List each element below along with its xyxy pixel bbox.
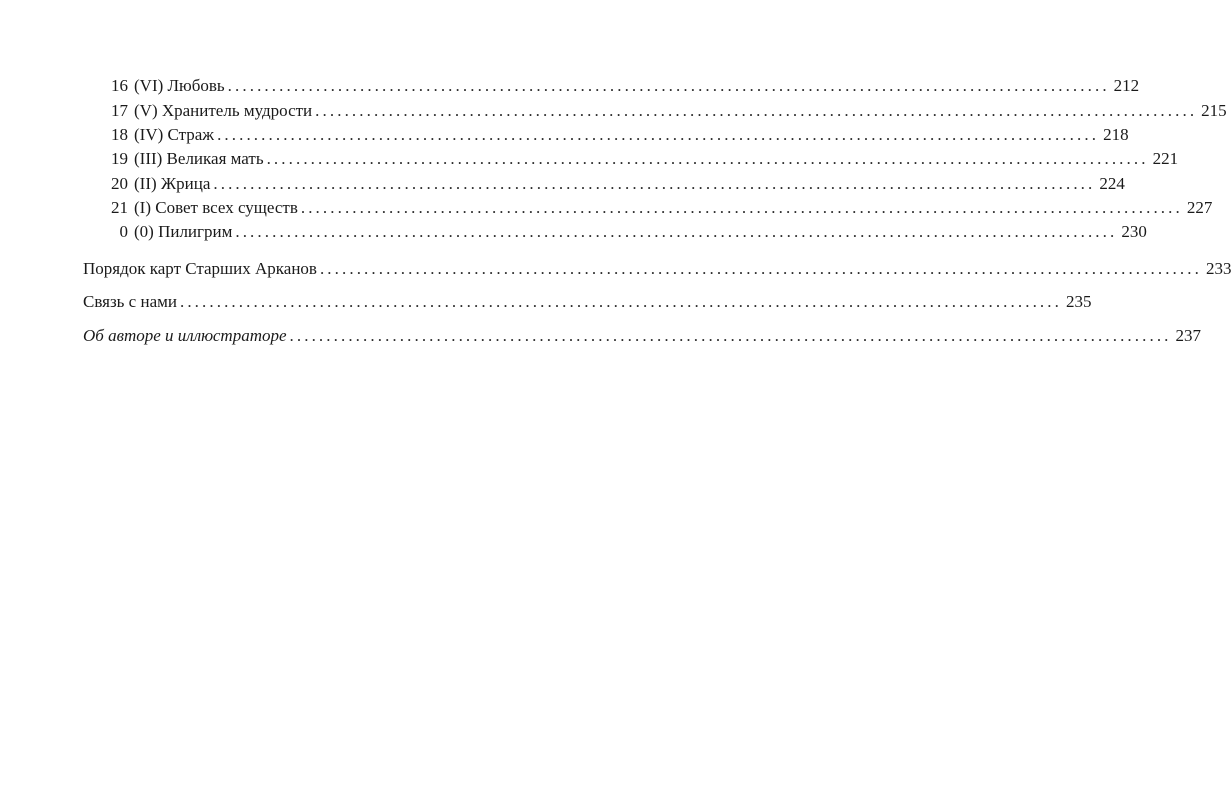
toc-entry-title: (I) Совет всех существ: [134, 198, 298, 217]
toc-entry[interactable]: [0, 257, 1231, 281]
toc-entry[interactable]: [0, 99, 1227, 123]
dot-leader: ........................................................................................................................: [319, 259, 1202, 278]
toc-entry[interactable]: [0, 220, 1147, 244]
dot-leader: ........................................................................................................................: [213, 174, 1096, 193]
arcana-number: 21: [111, 198, 128, 217]
arcana-number: 20: [111, 174, 128, 193]
dot-leader: ........................................................................................................................: [179, 292, 1062, 311]
page-number: 215: [1201, 101, 1227, 120]
arcana-number: 18: [111, 125, 128, 144]
page-number: 237: [1175, 326, 1202, 345]
toc-entry[interactable]: [0, 147, 1179, 171]
dot-leader: ........................................................................................................................: [266, 149, 1149, 168]
dot-leader: ........................................................................................................................: [289, 326, 1172, 345]
toc-entry-title: (V) Хранитель мудрости: [134, 101, 313, 120]
toc-entry-title: Порядок карт Старших Арканов: [83, 259, 317, 278]
toc-entry[interactable]: [0, 74, 1140, 98]
page-number: 227: [1186, 198, 1213, 217]
toc-entry-title: Об авторе и иллюстраторе: [83, 326, 287, 345]
dot-leader: ........................................................................................................................: [315, 101, 1198, 120]
arcana-number: 17: [111, 101, 128, 120]
page-number: 230: [1121, 222, 1147, 241]
page-number: 212: [1113, 76, 1140, 95]
toc-entry-title: (II) Жрица: [134, 174, 211, 193]
toc-entry[interactable]: [0, 172, 1125, 196]
dot-leader: ........................................................................................................................: [217, 125, 1100, 144]
toc-entry[interactable]: [0, 196, 1213, 220]
toc-entry-title: (IV) Страж: [134, 125, 215, 144]
page-number: 221: [1152, 149, 1179, 168]
page-number: 233: [1205, 259, 1231, 278]
arcana-number: 19: [111, 149, 128, 168]
dot-leader: ........................................................................................................................: [227, 76, 1110, 95]
page-number: 235: [1065, 292, 1092, 311]
toc-entry-title: (III) Великая мать: [134, 149, 264, 168]
arcana-number: 16: [111, 76, 128, 95]
page-number: 224: [1099, 174, 1125, 193]
toc-entry[interactable]: [0, 324, 1202, 348]
toc-entry[interactable]: [0, 123, 1129, 147]
toc-entry-title: (VI) Любовь: [134, 76, 225, 95]
toc-entry[interactable]: [0, 290, 1092, 314]
page-number: 218: [1103, 125, 1129, 144]
toc-entry-title: (0) Пилигрим: [134, 222, 233, 241]
dot-leader: ........................................................................................................................: [235, 222, 1118, 241]
arcana-number: 0: [119, 222, 128, 241]
dot-leader: ........................................................................................................................: [300, 198, 1183, 217]
toc-entry-title: Связь с нами: [83, 292, 177, 311]
